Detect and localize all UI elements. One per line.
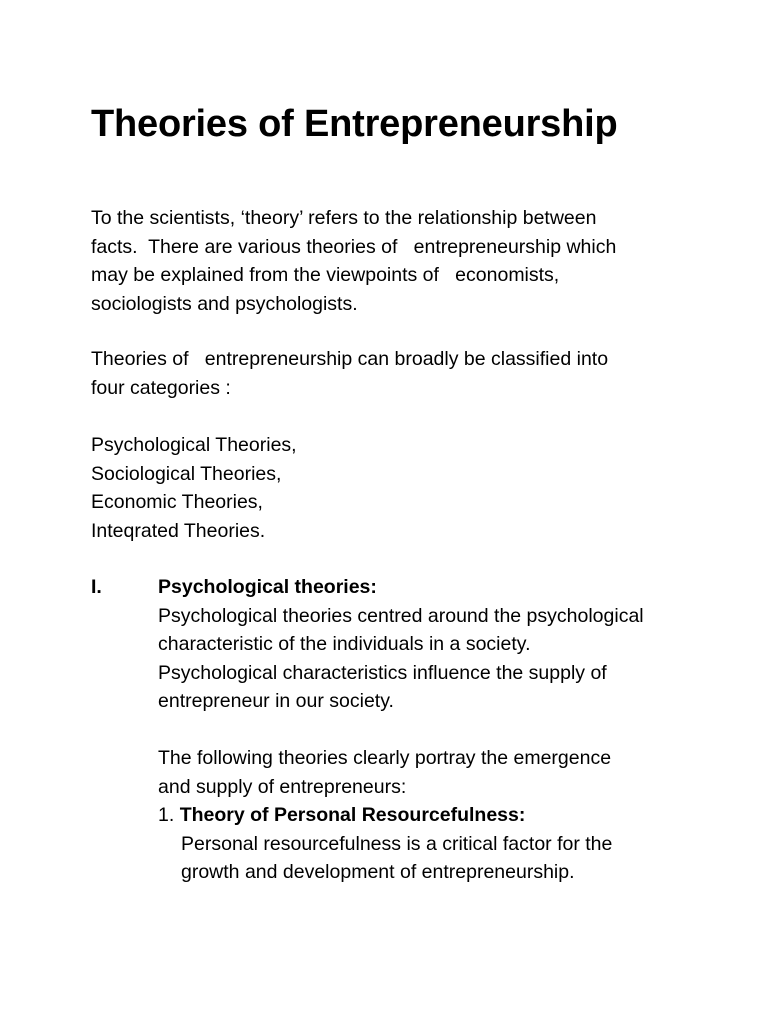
section-line: Psychological characteristics influence the supply of [158, 661, 607, 684]
section-line: entrepreneur in our society. [158, 690, 394, 712]
category-item: Psychological Theories, [91, 434, 297, 456]
classification-paragraph [91, 345, 608, 402]
section-line: The following theories clearly portray the emergence [158, 747, 612, 769]
intro-line: To the scientists, ‘theory’ refers to the relationship between [91, 207, 597, 229]
classification-line: four categories : [91, 376, 231, 399]
section-line: characteristic of the individuals in a society. [158, 633, 531, 655]
subsection-line: Personal resourcefulness is a critical factor for the [181, 832, 613, 855]
intro-line: facts. There are various theories of entrepreneurship which [91, 235, 617, 258]
subsection-line: growth and development of entrepreneurship. [181, 861, 575, 883]
section-line: and supply of entrepreneurs: [158, 775, 407, 798]
category-list [91, 431, 297, 545]
subsection-heading [158, 801, 731, 830]
section-body [158, 602, 731, 887]
section-psychological-theories [91, 573, 731, 887]
section-title: Psychological theories: [158, 576, 377, 598]
category-item: Economic Theories, [91, 491, 263, 513]
subsection-number: 1. [158, 804, 180, 826]
category-item: Sociological Theories, [91, 462, 282, 485]
section-number: I. [91, 576, 102, 598]
category-item: Inteqrated Theories. [91, 519, 266, 542]
intro-paragraph [91, 204, 616, 318]
intro-line: may be explained from the viewpoints of economists, [91, 264, 560, 286]
subsection-title: Theory of Personal Resourcefulness: [179, 804, 526, 826]
section-heading [91, 573, 731, 602]
subsection-body [181, 830, 731, 887]
paragraph-gap [158, 716, 731, 745]
document-title: Theories of Entrepreneurship [91, 103, 618, 145]
section-line: Psychological theories centred around the psychological [158, 604, 644, 627]
intro-line: sociologists and psychologists. [91, 292, 358, 315]
classification-line: Theories of entrepreneurship can broadly be classified into [91, 348, 609, 370]
